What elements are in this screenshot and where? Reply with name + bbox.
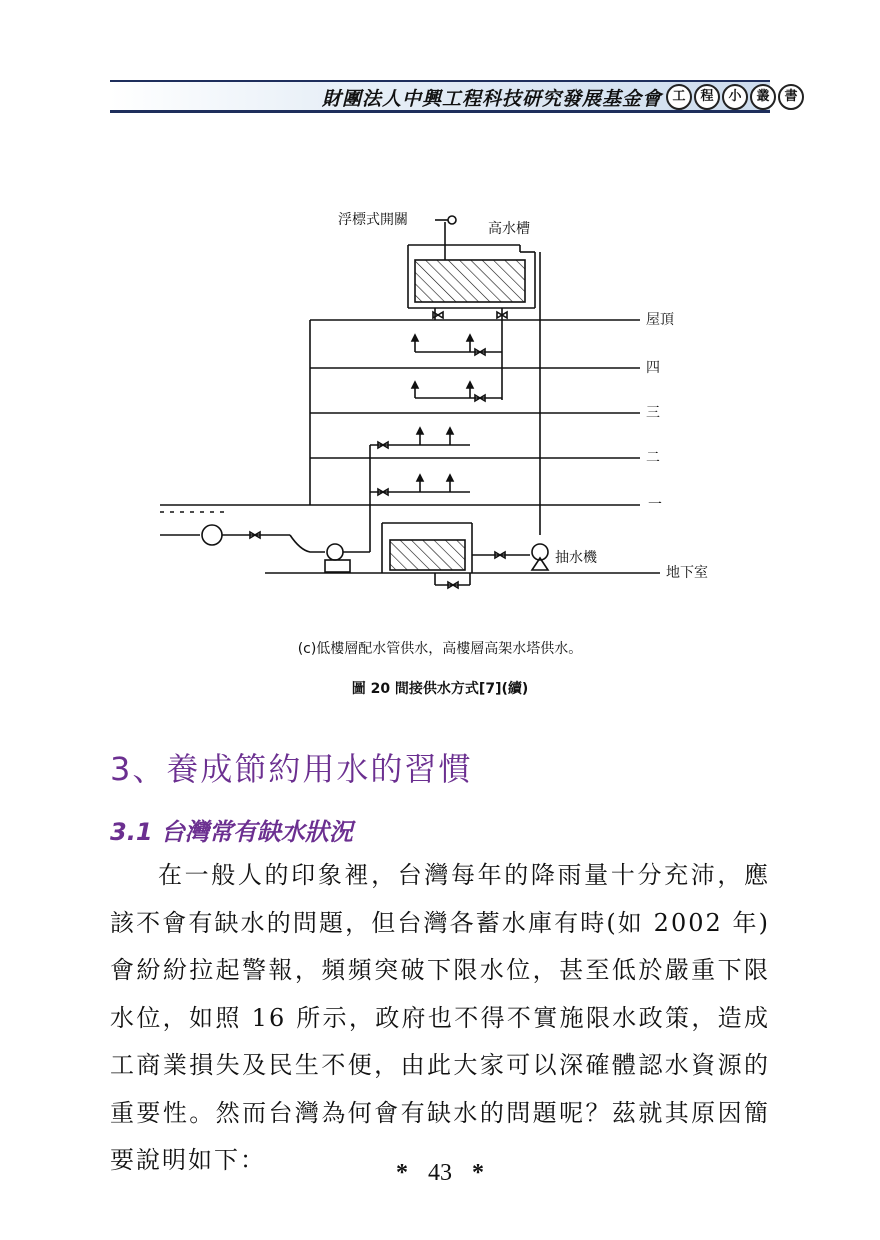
subsection-title: 3.1 台灣常有缺水狀況 [110,818,353,846]
label-floor-1: 一 [648,497,662,513]
label-floor-4: 四 [646,360,660,376]
label-floor-3: 三 [646,405,660,421]
paragraph-text: 在一般人的印象裡，台灣每年的降雨量十分充沛，應該不會有缺水的問題，但台灣各蓄水庫有時(如 2002 年)會紛紛拉起警報，頻頻突破下限水位，甚至低於嚴重下限水位，如照 16 所示，政府也不得不實施限水政策，造成工商業損失及民生不便，由此大家可以深確體認水資源的重要性。然而台灣為何會有缺水的問題呢？茲就其原因簡要說明如下： [110,861,770,1174]
series-badge [666,84,804,110]
section-title: 3、養成節約用水的習慣 [110,750,473,788]
page-marker-left: * [396,1160,408,1186]
page-number: 43 [428,1160,452,1186]
series-char: 小 [722,84,748,110]
page-footer [0,1160,880,1187]
label-pump: 抽水機 [555,550,597,566]
header-rule-bottom [110,110,770,113]
page-marker-right: * [472,1160,484,1186]
header-publisher: 財團法人中興工程科技研究發展基金會 [321,88,662,110]
low-tank [390,540,465,570]
series-char: 程 [694,84,720,110]
figure-caption: 圖 20 間接供水方式[7](續) [351,681,529,697]
series-char: 工 [666,84,692,110]
water-supply-diagram [150,200,730,610]
figure-sub-caption: (c)低樓層配水管供水，高樓層高架水塔供水。 [297,641,583,657]
body-paragraph [110,852,770,1185]
label-floor-2: 二 [646,450,660,466]
high-tank [415,260,525,302]
label-basement: 地下室 [666,565,708,581]
label-roof: 屋頂 [646,312,674,328]
series-char: 叢 [750,84,776,110]
series-char: 書 [778,84,804,110]
label-float-valve: 浮標式開關 [338,212,408,228]
label-high-tank: 高水槽 [488,221,530,237]
